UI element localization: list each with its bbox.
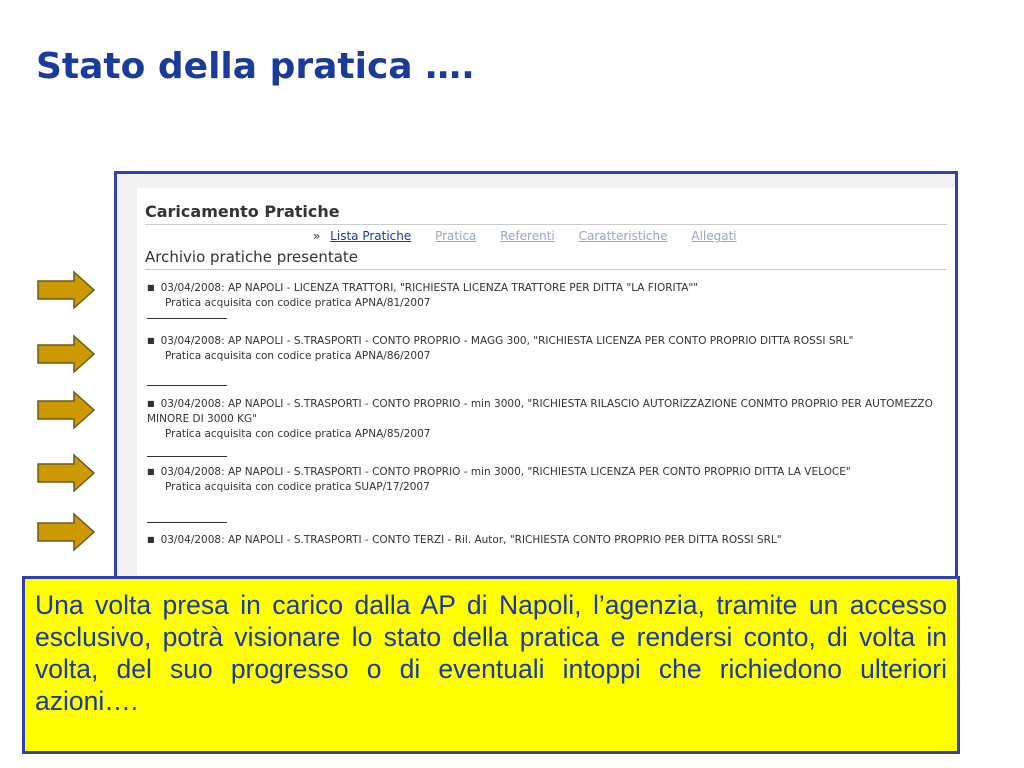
panel-title: Caricamento Pratiche — [145, 202, 340, 221]
tab-allegati[interactable]: Allegati — [691, 229, 737, 243]
entry-text: 03/04/2008: AP NAPOLI - S.TRASPORTI - CONTO PROPRIO - MAGG 300, "RICHIESTA LICENZA PER CONTO PROPRIO DITTA ROSSI SRL" — [160, 335, 854, 347]
separator-line — [147, 385, 227, 386]
tab-caratteristiche[interactable]: Caratteristiche — [578, 229, 668, 243]
list-item — [147, 333, 937, 364]
list-item — [147, 280, 937, 311]
info-callout: Una volta presa in carico dalla AP di Napoli, l’agenzia, tramite un accesso esclusivo, potrà visionare lo stato della pratica e rendersi conto, di volta in volta, del suo progresso o di eventuali intoppi che richiedono ulteriori azioni…. — [22, 576, 960, 754]
bullet-icon: ■ — [147, 535, 155, 544]
bullet-icon: ■ — [147, 467, 155, 476]
app-panel — [137, 188, 955, 618]
list-item — [147, 396, 937, 442]
screenshot-frame — [114, 171, 958, 621]
bullet-icon: ■ — [147, 336, 155, 345]
entry-status: Pratica acquisita con codice pratica APNA/81/2007 — [165, 297, 431, 309]
tab-referenti[interactable]: Referenti — [500, 229, 555, 243]
list-item — [147, 464, 937, 495]
bullet-icon: ■ — [147, 283, 155, 292]
entry-status: Pratica acquisita con codice pratica APNA/85/2007 — [165, 428, 431, 440]
nav-separator: » — [313, 229, 321, 243]
entry-status: Pratica acquisita con codice pratica SUAP/17/2007 — [165, 481, 430, 493]
entry-text: 03/04/2008: AP NAPOLI - S.TRASPORTI - CONTO PROPRIO - min 3000, "RICHIESTA RILASCIO AUTORIZZAZIONE CONMTO PROPRIO PER AUTOMEZZO MINORE DI 3000 KG" — [147, 398, 933, 425]
tab-pratica[interactable]: Pratica — [435, 229, 477, 243]
archive-title: Archivio pratiche presentate — [145, 248, 359, 266]
entry-text: 03/04/2008: AP NAPOLI - S.TRASPORTI - CONTO TERZI - Ril. Autor, "RICHIESTA CONTO PROPRIO PER DITTA ROSSI SRL" — [160, 534, 782, 546]
tab-lista-pratiche[interactable]: Lista Pratiche — [330, 229, 412, 243]
separator-line — [147, 318, 227, 319]
separator-line — [147, 522, 227, 523]
list-item — [147, 532, 937, 548]
arrow-right-icon — [36, 390, 96, 430]
nav-bar — [313, 229, 757, 243]
arrow-right-icon — [36, 512, 96, 552]
divider — [145, 224, 947, 225]
entry-status: Pratica acquisita con codice pratica APNA/86/2007 — [165, 350, 431, 362]
arrow-right-icon — [36, 453, 96, 493]
arrow-right-icon — [36, 270, 96, 310]
bullet-icon: ■ — [147, 399, 155, 408]
separator-line — [147, 456, 227, 457]
entry-text: 03/04/2008: AP NAPOLI - LICENZA TRATTORI, "RICHIESTA LICENZA TRATTORE PER DITTA "LA FIORITA"" — [160, 282, 699, 294]
arrow-right-icon — [36, 334, 96, 374]
entry-text: 03/04/2008: AP NAPOLI - S.TRASPORTI - CONTO PROPRIO - min 3000, "RICHIESTA LICENZA PER CONTO PROPRIO DITTA LA VELOCE" — [160, 466, 851, 478]
divider — [145, 269, 947, 270]
slide-title: Stato della pratica …. — [36, 46, 475, 87]
